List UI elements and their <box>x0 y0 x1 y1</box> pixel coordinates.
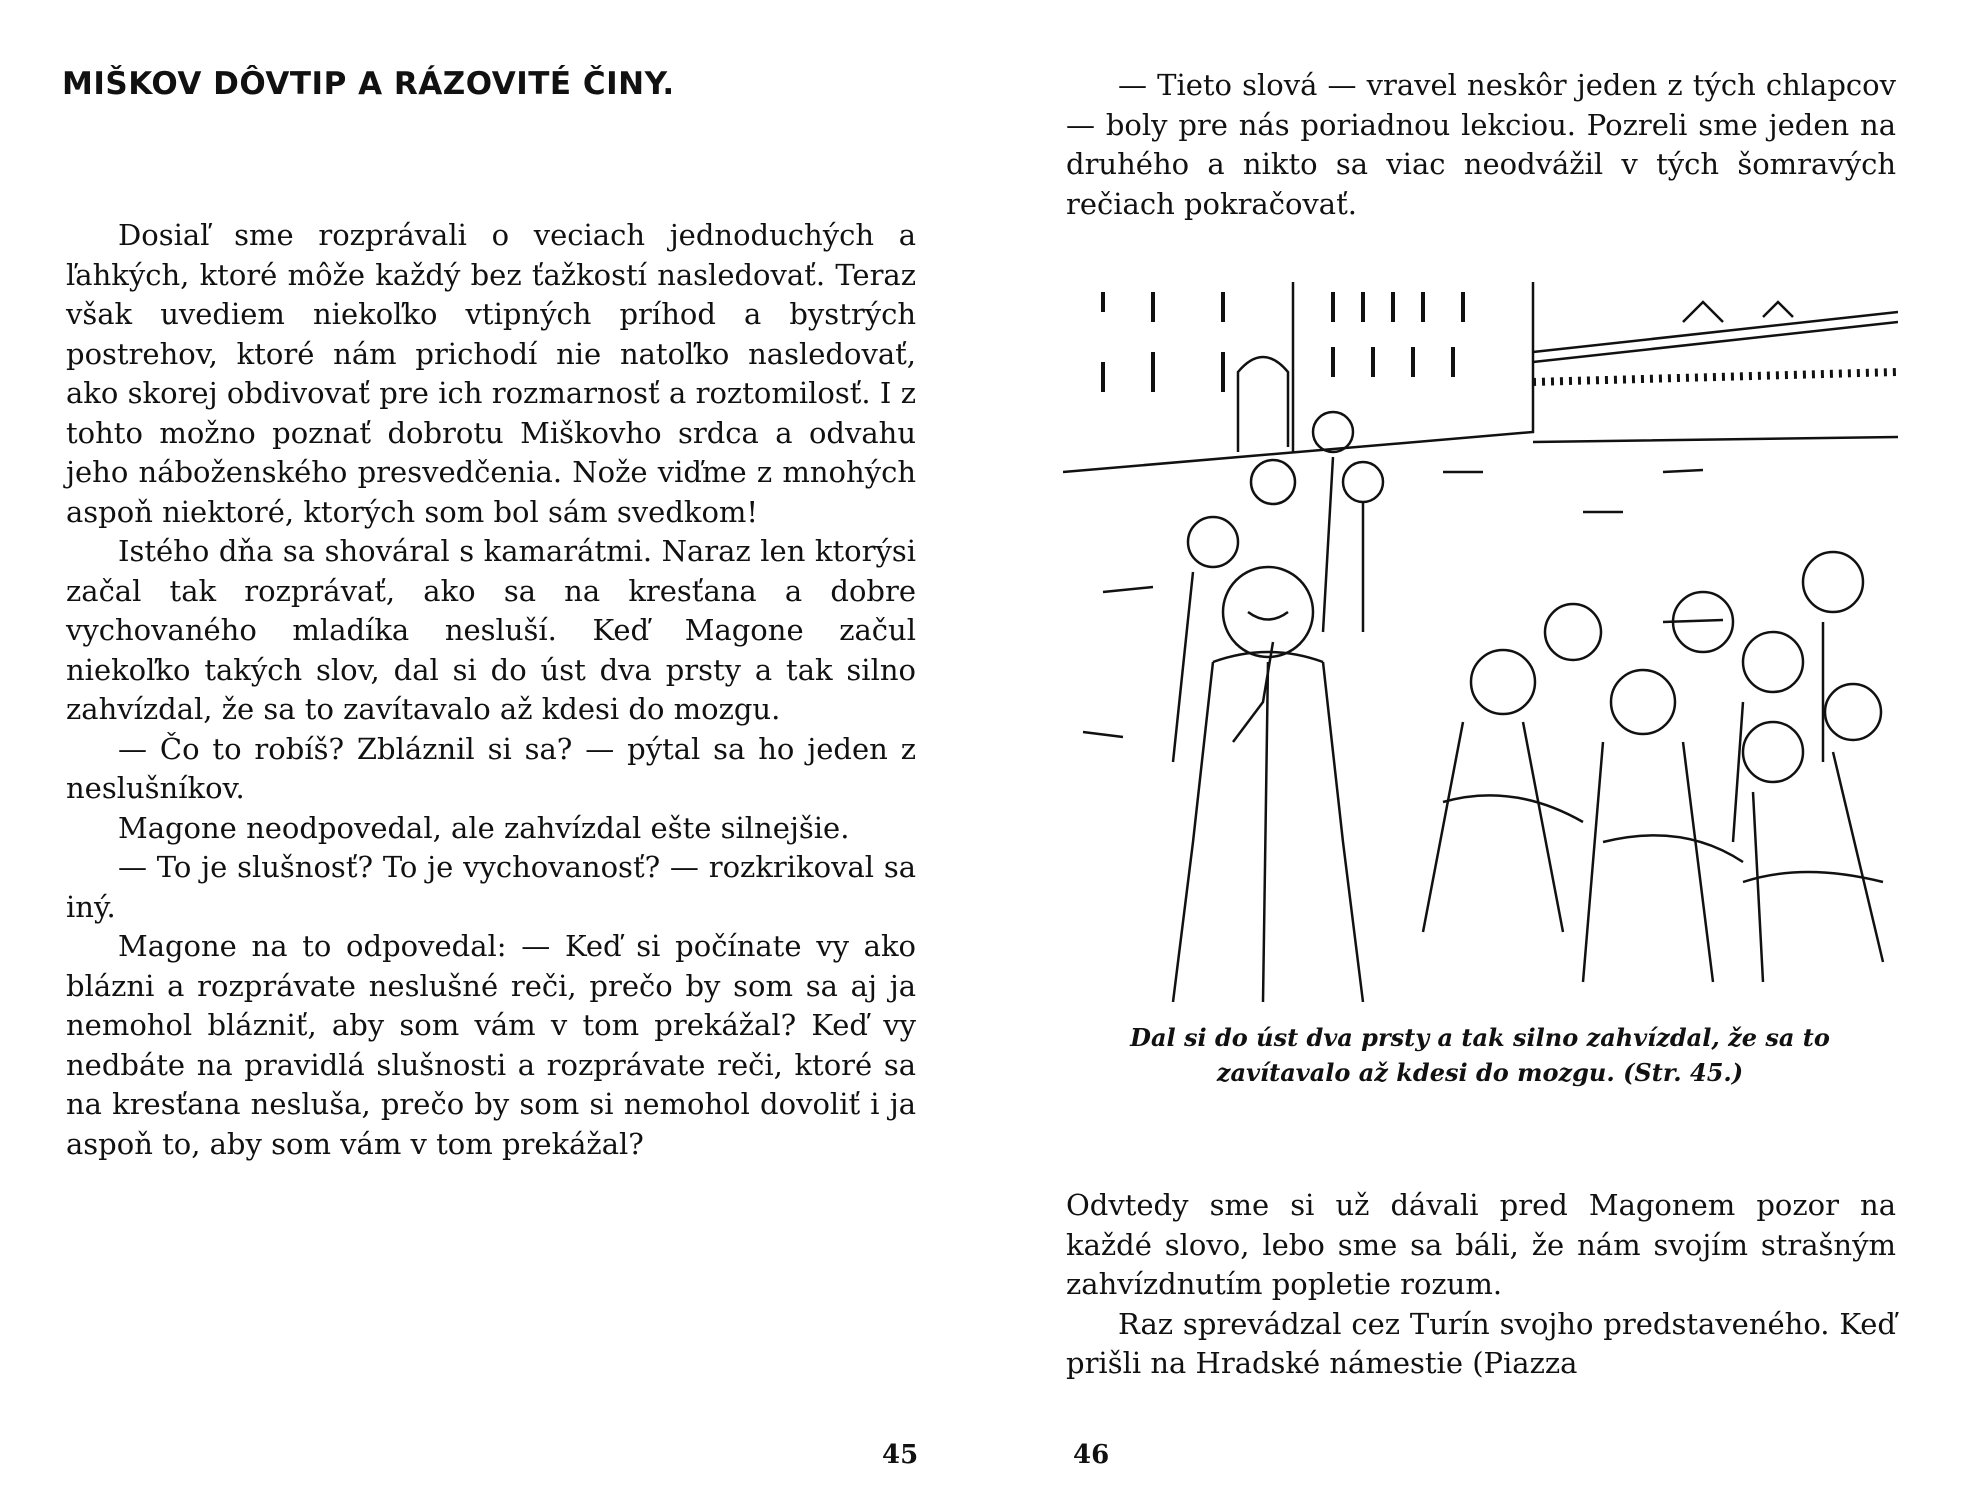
paragraph: — Čo to robíš? Zbláznil si sa? — pýtal sa ho jeden z neslušníkov. <box>66 731 916 805</box>
left-body-text <box>66 216 916 1164</box>
paragraph: Raz sprevádzal cez Turín svojho predstaveného. Keď prišli na Hradské námestie (Piazza <box>1066 1306 1896 1380</box>
paragraph: Odvtedy sme si už dávali pred Magonem pozor na každé slovo, lebo sme sa báli, že nám svojím strašným zahvízdnutím popletie rozum. <box>1066 1188 1896 1301</box>
right-page <box>985 0 1970 1500</box>
chapter-title: MIŠKOV DÔVTIP A RÁZOVITÉ ČINY. <box>62 66 675 102</box>
illustration-caption: Dal si do úst dva prsty a tak silno zahvízdal, že sa to zavítavalo až kdesi do mozgu. (Str. 45.) <box>1130 1023 1830 1087</box>
paragraph: Dosiaľ sme rozprávali o veciach jednoduchých a ľahkých, ktoré môže každý bez ťažkostí nasledovať. Teraz však uvediem niekoľko vtipných príhod a bystrých postrehov, ktoré nám prichodí nie natoľko nasledovať, ako skorej obdivovať pre ich rozmarnosť a roztomilosť. I z tohto možno poznať dobrotu Miškovho srdca a odvahu jeho náboženského presvedčenia. Nože viďme z mnohých aspoň niektoré, ktorých som bol sám svedkom! <box>66 218 916 529</box>
right-bottom-text <box>1066 1186 1896 1384</box>
paragraph: — Tieto slová — vravel neskôr jeden z tých chlapcov — boly pre nás poriadnou lekciou. Pozreli sme jeden na druhého a nikto sa viac neodvážil v tých šomravých rečiach pokračovať. <box>1066 68 1896 221</box>
paragraph: — To je slušnosť? To je vychovanosť? — rozkrikoval sa iný. <box>66 850 916 924</box>
paragraph: Magone na to odpovedal: — Keď si počínate vy ako blázni a rozprávate neslušné reči, prečo by som sa aj ja nemohol blázniť, aby som vám v tom prekážal? Keď vy nedbáte na pravidlá slušnosti a rozprávate reči, ktoré sa na kresťana nesluša, prečo by som si nemohol dovoliť i ja aspoň to, aby som vám v tom prekážal? <box>66 929 916 1161</box>
page-number: 45 <box>882 1440 919 1470</box>
page-number: 46 <box>1073 1440 1110 1470</box>
paragraph: Istého dňa sa shováral s kamarátmi. Naraz len ktorýsi začal tak rozprávať, ako sa na kresťana a dobre vychovaného mladíka nesluší. Keď Magone začul niekoľko takých slov, dal si do úst dva prsty a tak silno zahvízdal, že sa to zavítavalo až kdesi do mozgu. <box>66 534 916 726</box>
paragraph: Magone neodpovedal, ale zahvízdal ešte silnejšie. <box>118 810 850 845</box>
illustration-schoolyard <box>1063 282 1898 1002</box>
right-top-text <box>1066 66 1896 224</box>
